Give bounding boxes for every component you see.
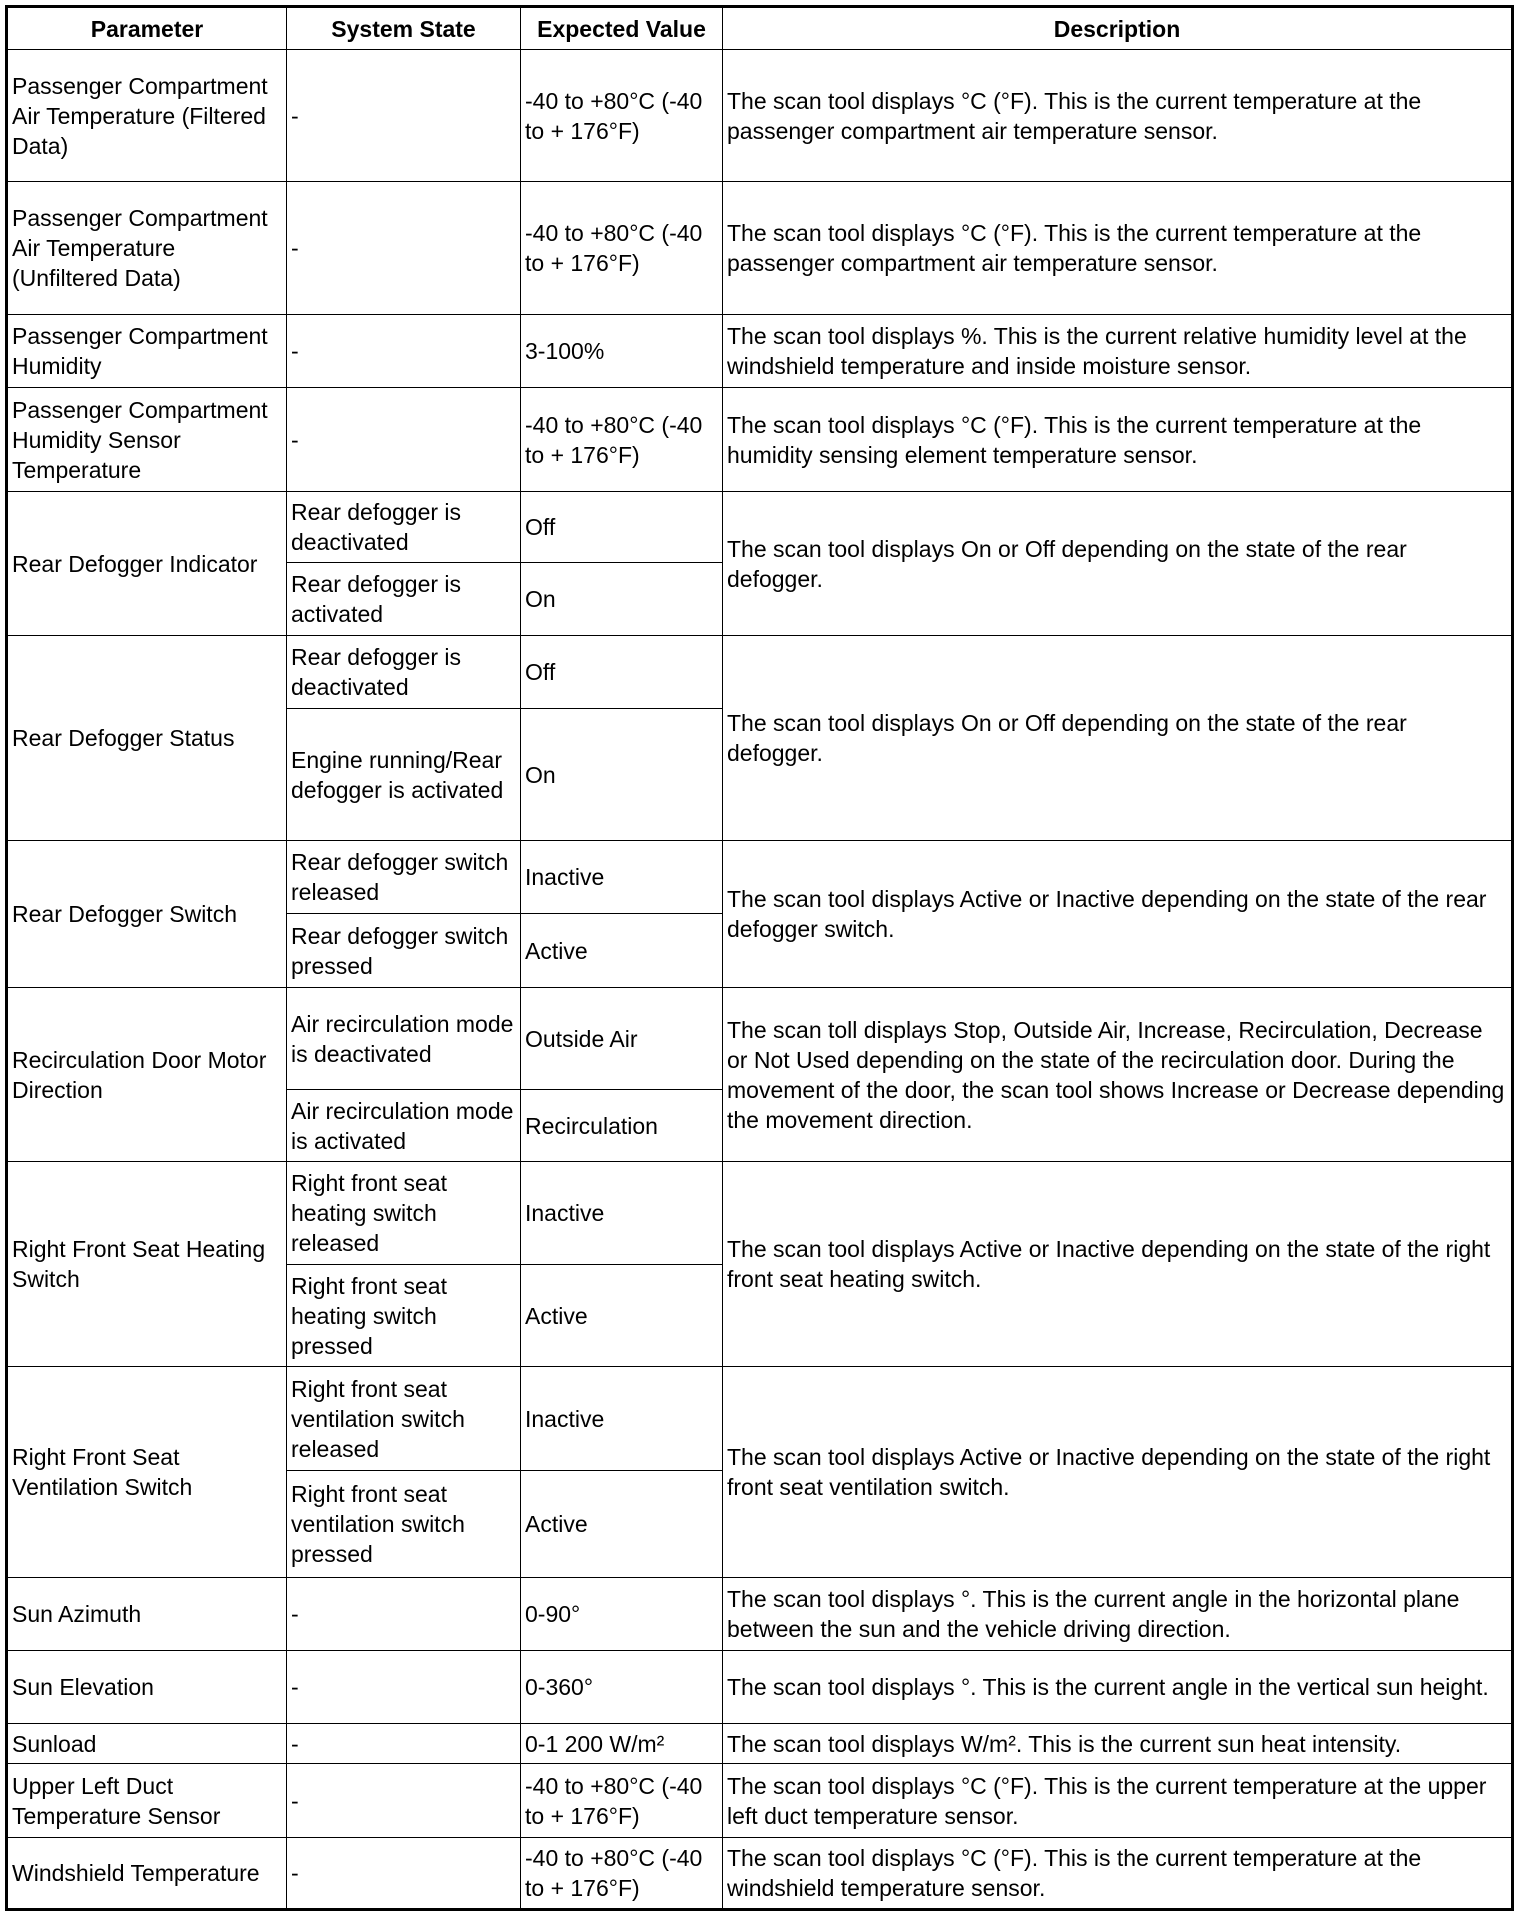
system-state-cell: Engine running/Rear defogger is activated <box>287 709 521 841</box>
table-row <box>7 1838 1513 1910</box>
system-state-cell: - <box>287 1838 521 1910</box>
expected-value-cell: 0-360° <box>521 1651 723 1724</box>
expected-value-cell: 3-100% <box>521 315 723 388</box>
table-row <box>7 50 1513 182</box>
system-state-cell: Air recirculation mode is deactivated <box>287 988 521 1090</box>
expected-value-cell: Active <box>521 1265 723 1367</box>
expected-value-cell: 0-90° <box>521 1578 723 1651</box>
description-cell: The scan tool displays On or Off depending on the state of the rear defogger. <box>723 492 1513 636</box>
table-row <box>7 1367 1513 1471</box>
parameter-cell: Recirculation Door Motor Direction <box>7 988 287 1162</box>
expected-value-cell: -40 to +80°C (-40 to + 176°F) <box>521 1764 723 1838</box>
system-state-cell: - <box>287 50 521 182</box>
expected-value-cell: Recirculation <box>521 1090 723 1162</box>
parameter-cell: Sun Elevation <box>7 1651 287 1724</box>
system-state-cell: - <box>287 182 521 315</box>
expected-value-cell: -40 to +80°C (-40 to + 176°F) <box>521 182 723 315</box>
header-description: Description <box>723 7 1513 50</box>
system-state-cell: Right front seat ventilation switch released <box>287 1367 521 1471</box>
expected-value-cell: Inactive <box>521 1367 723 1471</box>
description-cell: The scan toll displays Stop, Outside Air, Increase, Recirculation, Decrease or Not Used depending on the state of the recirculation door. During the movement of the door, the scan tool shows Increase or Decrease depending the movement direction. <box>723 988 1513 1162</box>
expected-value-cell: Active <box>521 914 723 988</box>
parameter-cell: Sunload <box>7 1724 287 1764</box>
parameter-cell: Passenger Compartment Air Temperature (Filtered Data) <box>7 50 287 182</box>
expected-value-cell: Inactive <box>521 841 723 914</box>
system-state-cell: Air recirculation mode is activated <box>287 1090 521 1162</box>
description-cell: The scan tool displays °C (°F). This is the current temperature at the humidity sensing element temperature sensor. <box>723 388 1513 492</box>
system-state-cell: - <box>287 1578 521 1651</box>
description-cell: The scan tool displays °C (°F). This is the current temperature at the upper left duct temperature sensor. <box>723 1764 1513 1838</box>
parameter-cell: Upper Left Duct Temperature Sensor <box>7 1764 287 1838</box>
description-cell: The scan tool displays °. This is the current angle in the horizontal plane between the sun and the vehicle driving direction. <box>723 1578 1513 1651</box>
description-cell: The scan tool displays Active or Inactive depending on the state of the rear defogger switch. <box>723 841 1513 988</box>
table-row <box>7 182 1513 315</box>
header-parameter: Parameter <box>7 7 287 50</box>
expected-value-cell: Off <box>521 492 723 563</box>
expected-value-cell: 0-1 200 W/m² <box>521 1724 723 1764</box>
parameter-cell: Passenger Compartment Humidity <box>7 315 287 388</box>
system-state-cell: Rear defogger is deactivated <box>287 636 521 709</box>
table-row <box>7 841 1513 914</box>
system-state-cell: - <box>287 1764 521 1838</box>
description-cell: The scan tool displays °C (°F). This is the current temperature at the passenger compartment air temperature sensor. <box>723 50 1513 182</box>
expected-value-cell: -40 to +80°C (-40 to + 176°F) <box>521 1838 723 1910</box>
expected-value-cell: Inactive <box>521 1162 723 1265</box>
parameter-cell: Right Front Seat Heating Switch <box>7 1162 287 1367</box>
description-cell: The scan tool displays °C (°F). This is the current temperature at the passenger compartment air temperature sensor. <box>723 182 1513 315</box>
system-state-cell: Rear defogger is deactivated <box>287 492 521 563</box>
parameter-cell: Sun Azimuth <box>7 1578 287 1651</box>
table-row <box>7 636 1513 709</box>
expected-value-cell: Outside Air <box>521 988 723 1090</box>
header-expected-value: Expected Value <box>521 7 723 50</box>
system-state-cell: Right front seat heating switch pressed <box>287 1265 521 1367</box>
expected-value-cell: On <box>521 709 723 841</box>
parameter-cell: Passenger Compartment Air Temperature (Unfiltered Data) <box>7 182 287 315</box>
description-cell: The scan tool displays On or Off depending on the state of the rear defogger. <box>723 636 1513 841</box>
description-cell: The scan tool displays °C (°F). This is the current temperature at the windshield temperature sensor. <box>723 1838 1513 1910</box>
description-cell: The scan tool displays %. This is the current relative humidity level at the windshield temperature and inside moisture sensor. <box>723 315 1513 388</box>
parameter-cell: Rear Defogger Switch <box>7 841 287 988</box>
table-row <box>7 1162 1513 1265</box>
system-state-cell: Right front seat ventilation switch pressed <box>287 1471 521 1578</box>
description-cell: The scan tool displays °. This is the current angle in the vertical sun height. <box>723 1651 1513 1724</box>
system-state-cell: Rear defogger switch released <box>287 841 521 914</box>
table-row <box>7 492 1513 563</box>
parameter-cell: Passenger Compartment Humidity Sensor Temperature <box>7 388 287 492</box>
table-row <box>7 988 1513 1090</box>
description-cell: The scan tool displays Active or Inactive depending on the state of the right front seat heating switch. <box>723 1162 1513 1367</box>
system-state-cell: - <box>287 1651 521 1724</box>
parameter-table <box>5 5 1514 1911</box>
expected-value-cell: -40 to +80°C (-40 to + 176°F) <box>521 388 723 492</box>
parameter-cell: Right Front Seat Ventilation Switch <box>7 1367 287 1578</box>
table-row <box>7 1651 1513 1724</box>
table-row <box>7 315 1513 388</box>
system-state-cell: Rear defogger switch pressed <box>287 914 521 988</box>
description-cell: The scan tool displays Active or Inactive depending on the state of the right front seat ventilation switch. <box>723 1367 1513 1578</box>
parameter-cell: Windshield Temperature <box>7 1838 287 1910</box>
system-state-cell: - <box>287 1724 521 1764</box>
header-row <box>7 7 1513 50</box>
system-state-cell: - <box>287 315 521 388</box>
expected-value-cell: Off <box>521 636 723 709</box>
expected-value-cell: Active <box>521 1471 723 1578</box>
parameter-cell: Rear Defogger Status <box>7 636 287 841</box>
system-state-cell: - <box>287 388 521 492</box>
table-row <box>7 1578 1513 1651</box>
header-system-state: System State <box>287 7 521 50</box>
parameter-cell: Rear Defogger Indicator <box>7 492 287 636</box>
table-row <box>7 388 1513 492</box>
table-row <box>7 1764 1513 1838</box>
description-cell: The scan tool displays W/m². This is the current sun heat intensity. <box>723 1724 1513 1764</box>
system-state-cell: Right front seat heating switch released <box>287 1162 521 1265</box>
system-state-cell: Rear defogger is activated <box>287 563 521 636</box>
expected-value-cell: On <box>521 563 723 636</box>
table-row <box>7 1724 1513 1764</box>
expected-value-cell: -40 to +80°C (-40 to + 176°F) <box>521 50 723 182</box>
